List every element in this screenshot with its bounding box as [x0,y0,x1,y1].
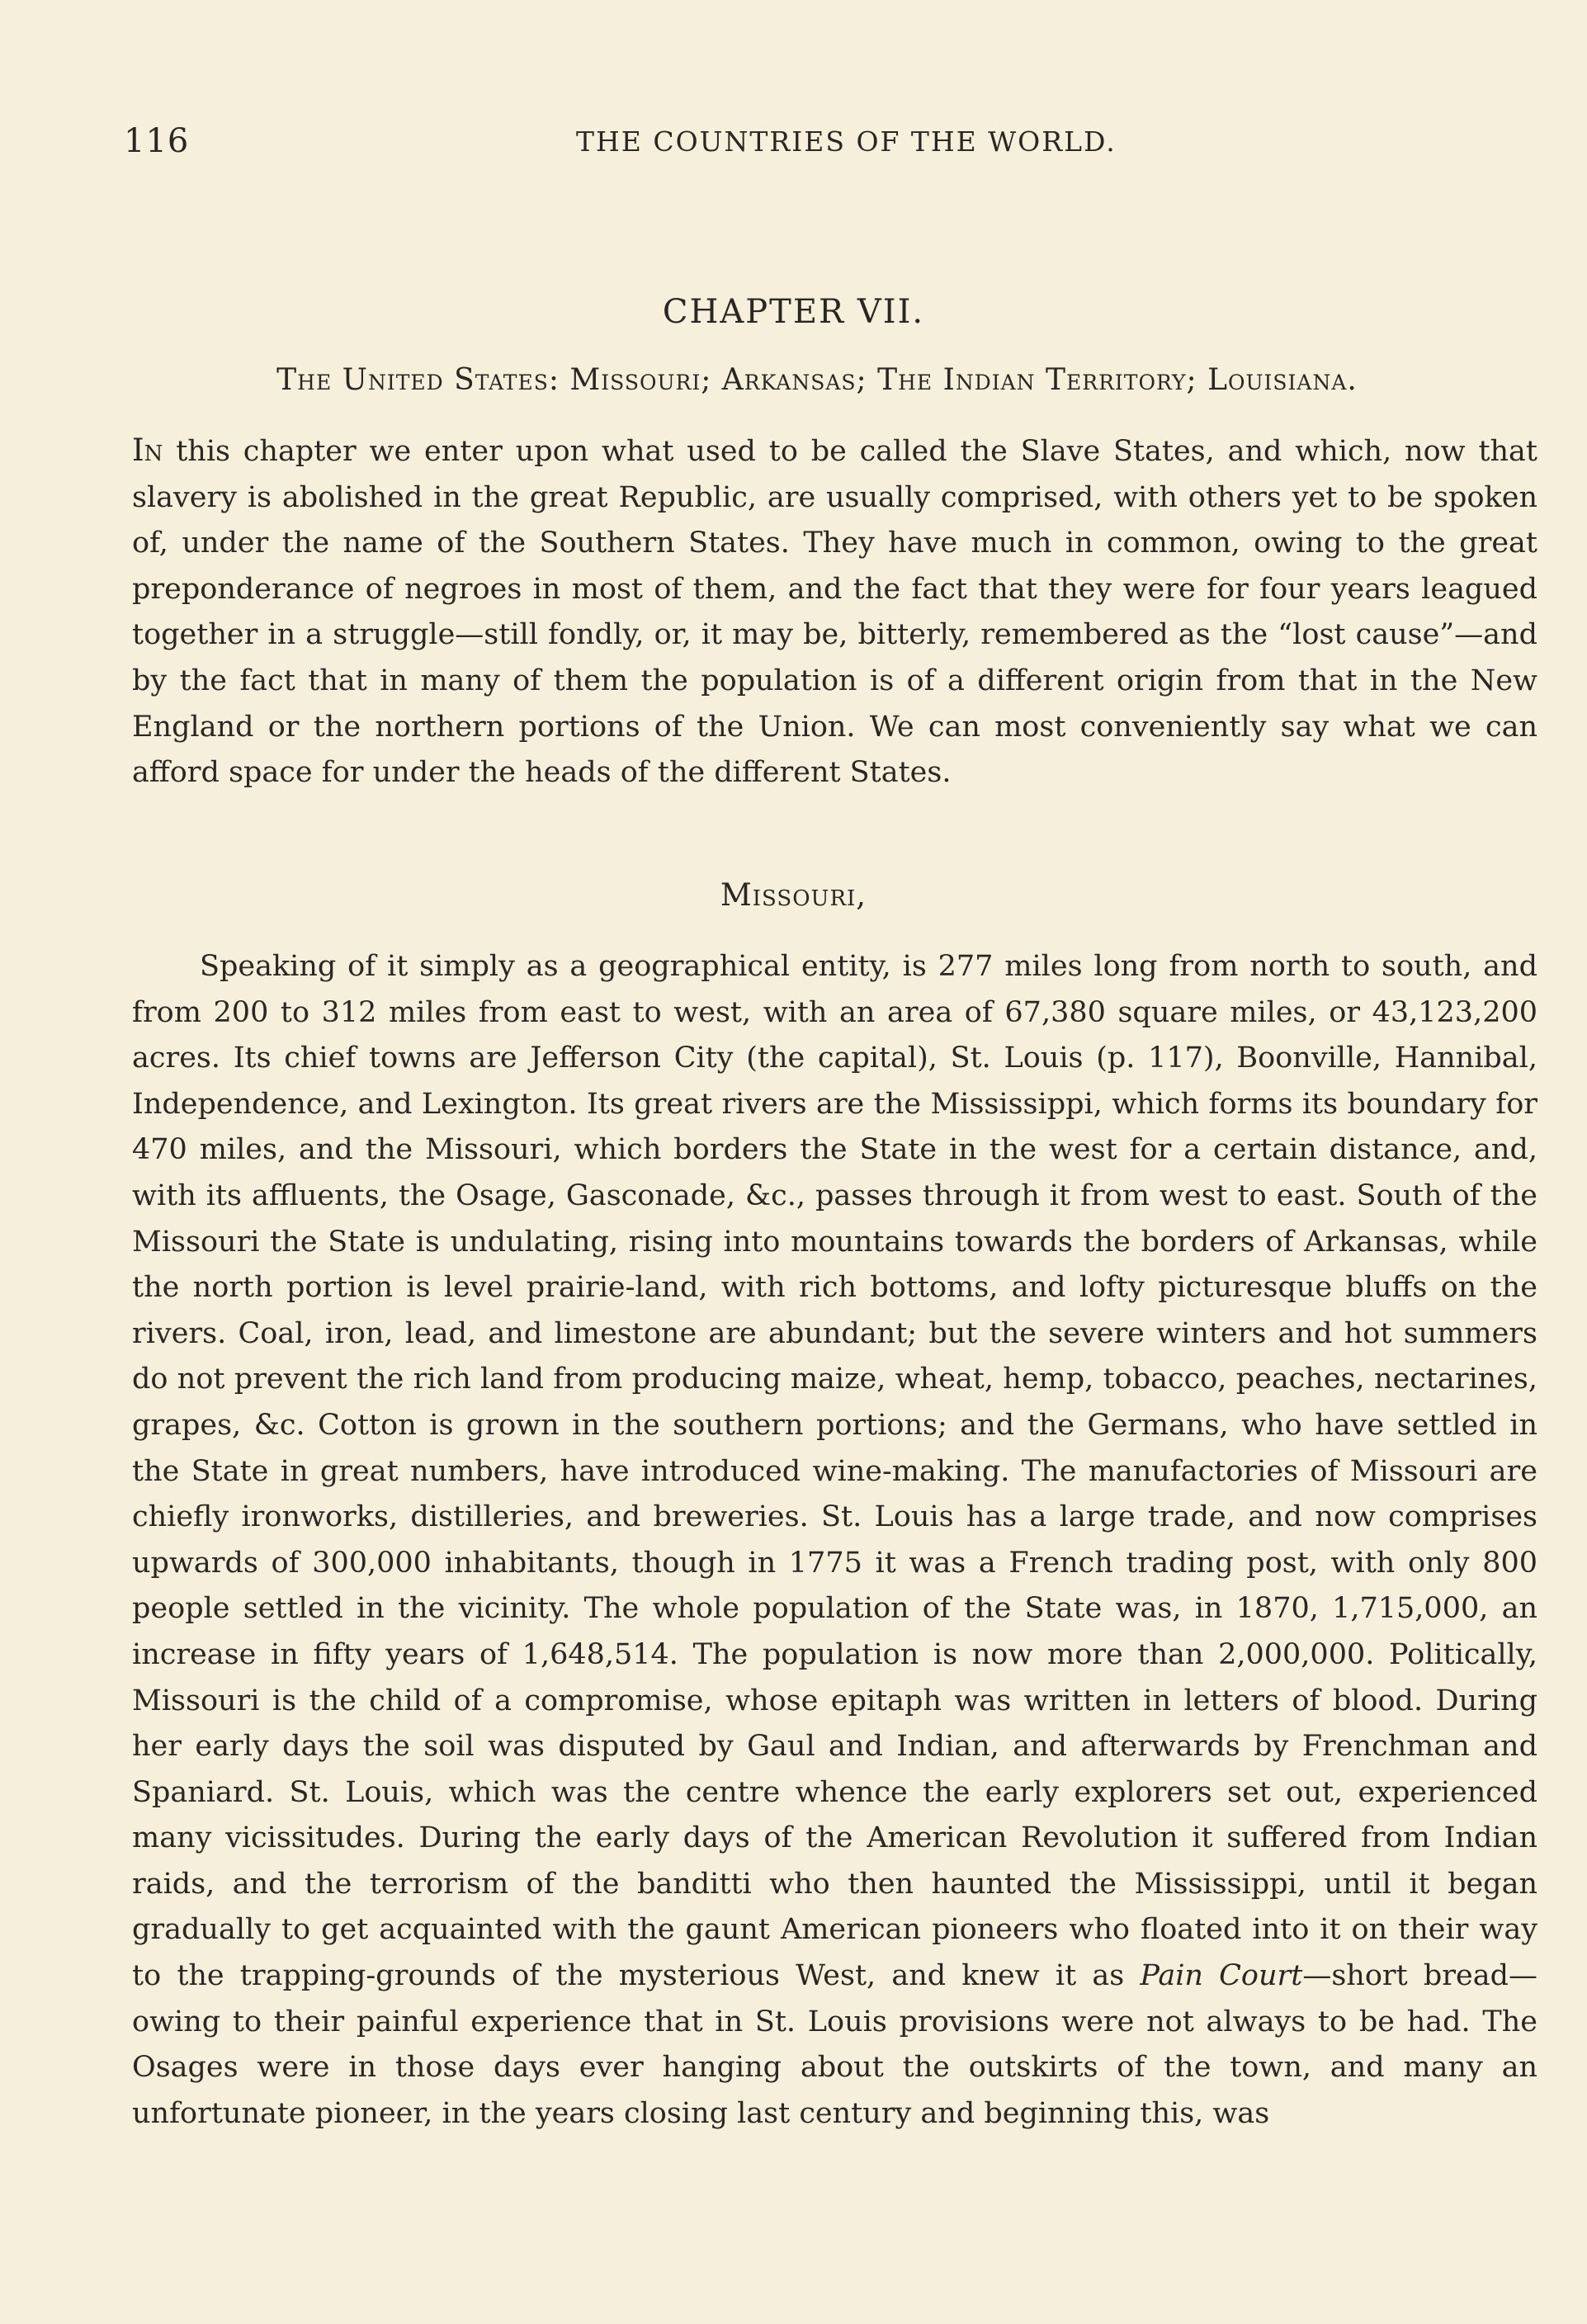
chapter-heading: CHAPTER VII. [662,293,925,331]
chapter-subtitle: The United States: Missouri; Arkansas; The Indian Territory; Louisiana. [276,363,1358,397]
missouri-text-part-2: —short bread—owing to their painful experience that in St. Louis provisions were not always to be had. The Osages were in those days ever hanging about the outskirts of the town, and many an unfortunate pioneer, in the years closing last century and beginning this, was [132,1959,1537,2130]
intro-text: this chapter we enter upon what used to be called the Slave States, and which, now that slavery is abolished in the great Republic, are usually comprised, with others yet to be spoken of, under the name of the Southern States. They have much in common, owing to the great preponderance of negroes in most of them, and the fact that they were for four years leagued together in a struggle—still fondly, or, it may be, bitterly, remembered as the “lost cause”—and by the fact that in many of them the population is of a different origin from that in the New England or the northern portions of the Union. We can most conveniently say what we can afford space for under the heads of the different States. [132,435,1537,790]
intro-lead-word: In [132,432,163,468]
intro-paragraph [132,427,1537,796]
page-number: 116 [124,122,190,160]
missouri-text-part-1: Speaking of it simply as a geographical entity, is 277 miles long from north to south, and from 200 to 312 miles from east to west, with an area of 67,380 square miles, or 43,123,200 acres. Its chief towns are Jefferson City (the capital), St. Louis (p. 117), Boonville, Hannibal, Independence, and Lexington. Its great rivers are the Mississippi, which forms its boundary for 470 miles, and the Missouri, which borders the State in the west for a certain distance, and, with its affluents, the Osage, Gasconade, &c., passes through it from west to east. South of the Missouri the State is undulating, rising into mountains towards the borders of Arkansas, while the north portion is level prairie-land, with rich bottoms, and lofty picturesque bluffs on the rivers. Coal, iron, lead, and limestone are abundant; but the severe winters and hot summers do not prevent the rich land from producing maize, wheat, hemp, tobacco, peaches, nectarines, grapes, &c. Cotton is grown in the southern portions; and the Germans, who have settled in the State in great numbers, have introduced wine-making. The manufactories of Missouri are chiefly ironworks, distilleries, and breweries. St. Louis has a large trade, and now comprises upwards of 300,000 inhabitants, though in 1775 it was a French trading post, with only 800 people settled in the vicinity. The whole population of the State was, in 1870, 1,715,000, an increase in fifty years of 1,648,514. The population is now more than 2,000,000. Politically, Missouri is the child of a compromise, whose epitaph was written in letters of blood. During her early days the soil was disputed by Gaul and Indian, and afterwards by Frenchman and Spaniard. St. Louis, which was the centre whence the early explorers set out, experienced many vicissitudes. During the early days of the American Revolution it suffered from Indian raids, and the terrorism of the banditti who then haunted the Mississippi, until it began gradually to get acquainted with the gaunt American pioneers who floated into it on their way to the trapping-grounds of the mysterious West, and knew it as [132,950,1537,1993]
missouri-paragraph [132,944,1537,2137]
section-heading-missouri: Missouri, [720,877,867,913]
running-title: THE COUNTRIES OF THE WORLD. [576,125,1117,158]
running-head [124,122,1537,163]
missouri-italic-phrase: Pain Court [1140,1959,1303,1993]
